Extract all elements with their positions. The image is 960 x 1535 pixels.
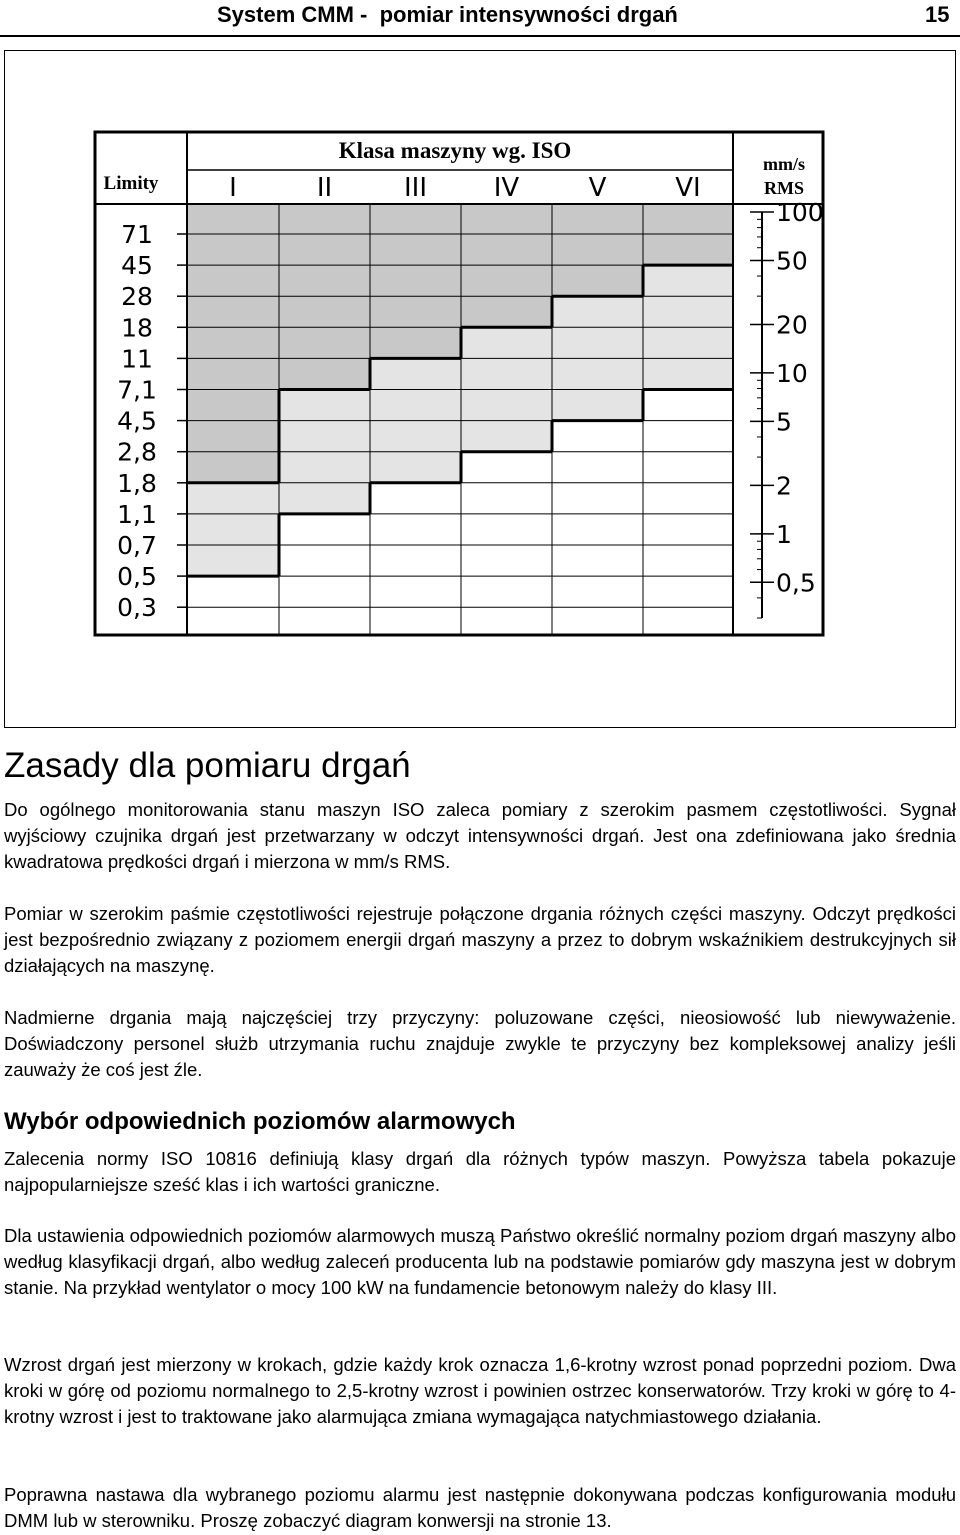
zone-cell	[279, 358, 370, 389]
zone-cell	[552, 452, 643, 483]
zone-cell	[370, 483, 461, 514]
zone-cell	[643, 296, 733, 327]
zone-cell	[552, 234, 643, 265]
zone-cell	[643, 390, 733, 421]
paragraph: Do ogólnego monitorowania stanu maszyn ISO zaleca pomiary z szerokim pasmem częstotliwości. Sygnał wyjściowy czujnika drgań jest przetwarzany w odczyt intensywności drgań. Jest ona zdefiniowana jako średnia kwadratowa prędkości drgań i mierzona w mm/s RMS.	[4, 799, 956, 872]
limit-label: 11	[121, 344, 153, 374]
zone-cell	[552, 265, 643, 296]
limit-label: 0,7	[117, 531, 157, 560]
zone-cell	[187, 296, 279, 327]
zone-cell	[279, 607, 370, 635]
zone-cell	[552, 576, 643, 607]
zone-cell	[370, 234, 461, 265]
zone-cell	[552, 483, 643, 514]
zone-cell	[461, 390, 552, 421]
zone-cell	[461, 204, 552, 234]
zone-cell	[461, 607, 552, 635]
limit-label: 71	[121, 220, 153, 249]
zone-cell	[461, 234, 552, 265]
log-scale	[750, 198, 824, 618]
zone-cell	[187, 421, 279, 452]
limit-label: 2,8	[117, 437, 157, 467]
class-label: III	[403, 173, 428, 203]
limit-label: 0,3	[117, 593, 157, 623]
zone-cell	[643, 545, 733, 576]
zone-cell	[461, 358, 552, 389]
zone-cell	[279, 265, 370, 296]
zone-cell	[552, 390, 643, 421]
zone-cell	[187, 576, 279, 607]
limit-label: 7,1	[117, 375, 157, 405]
class-label: VI	[675, 173, 701, 203]
zone-cell	[187, 545, 279, 576]
limit-label: 1,8	[117, 468, 157, 498]
zone-cell	[461, 421, 552, 452]
zone-cell	[279, 234, 370, 265]
limit-labels	[117, 220, 157, 622]
zone-cell	[461, 452, 552, 483]
zone-cell	[187, 514, 279, 545]
header-title: System CMM - pomiar intensywności drgań	[217, 2, 678, 27]
zone-cell	[461, 483, 552, 514]
unit-label-line2: RMS	[764, 178, 804, 198]
paragraph: Nadmierne drgania mają najczęściej trzy przyczyny: poluzowane części, nieosiowość lub niewyważenie. Doświadczony personel służb utrzymania ruchu znajduje zwykle te przyczyny bez kompleksowej analizy jeśli zauważy że coś jest źle.	[4, 1007, 956, 1080]
zone-cell	[370, 296, 461, 327]
scale-label: 2	[776, 471, 792, 501]
zone-cell	[370, 204, 461, 234]
paragraph: Poprawna nastawa dla wybranego poziomu alarmu jest następnie dokonywana podczas konfigurowania modułu DMM lub w sterowniku. Proszę zobaczyć diagram konwersji na stronie 13.	[4, 1484, 956, 1531]
zone-cell	[187, 452, 279, 483]
zone-cell	[643, 607, 733, 635]
zone-cell	[279, 296, 370, 327]
scale-label: 5	[776, 407, 792, 437]
limit-label: 45	[121, 251, 153, 281]
limit-label: 28	[121, 282, 153, 312]
zone-cell	[187, 265, 279, 296]
zone-cell	[643, 514, 733, 545]
scale-label: 0,5	[776, 568, 816, 598]
class-label: V	[588, 173, 607, 203]
zone-cell	[461, 576, 552, 607]
zone-cell	[552, 204, 643, 234]
zone-cell	[643, 265, 733, 296]
limit-label: 4,5	[117, 406, 157, 436]
zone-cell	[370, 545, 461, 576]
class-labels	[229, 173, 701, 203]
zone-cell	[187, 358, 279, 389]
zone-cell	[370, 452, 461, 483]
scale-label: 20	[776, 310, 808, 340]
zone-cell	[552, 514, 643, 545]
class-label: II	[316, 173, 333, 203]
zone-cell	[552, 607, 643, 635]
scale-label: 10	[776, 358, 808, 388]
section-heading-alarms: Wybór odpowiednich poziomów alarmowych	[4, 1108, 516, 1135]
zone-cell	[187, 483, 279, 514]
limit-label: 18	[121, 313, 153, 343]
limit-ticks	[177, 234, 187, 607]
iso-class-chart	[0, 0, 960, 730]
zone-cell	[552, 358, 643, 389]
zone-cell	[279, 545, 370, 576]
zone-cell	[187, 390, 279, 421]
zone-cell	[187, 234, 279, 265]
zone-cell	[552, 327, 643, 358]
page-number: 15	[925, 2, 950, 27]
zone-cell	[370, 514, 461, 545]
zone-cell	[552, 296, 643, 327]
zone-cell	[279, 390, 370, 421]
limit-label: 0,5	[117, 562, 157, 592]
zone-cell	[643, 483, 733, 514]
zone-cell	[370, 265, 461, 296]
zone-cell	[279, 576, 370, 607]
limits-label: Limity	[103, 173, 159, 194]
zone-cell	[370, 576, 461, 607]
zone-cell	[461, 545, 552, 576]
zone-cell	[279, 421, 370, 452]
zone-cell	[552, 421, 643, 452]
zone-cell	[461, 296, 552, 327]
scale-label: 100	[776, 198, 824, 227]
zone-cell	[370, 327, 461, 358]
zone-cell	[370, 358, 461, 389]
limit-label: 1,1	[117, 499, 157, 529]
zone-cell	[643, 358, 733, 389]
scale-label: 50	[776, 246, 808, 276]
paragraph: Dla ustawienia odpowiednich poziomów alarmowych muszą Państwo określić normalny poziom drgań maszyny albo według klasyfikacji drgań, albo według zaleceń producenta lub na podstawie pomiarów gdy maszyna jest w dobrym stanie. Na przykład wentylator o mocy 100 kW na fundamencie betonowym należy do klasy III.	[4, 1225, 956, 1298]
scale-label: 1	[776, 519, 792, 549]
zone-cell	[279, 514, 370, 545]
class-label: I	[229, 173, 237, 203]
zone-cell	[187, 607, 279, 635]
paragraph: Wzrost drgań jest mierzony w krokach, gdzie każdy krok oznacza 1,6-krotny wzrost ponad poprzedni poziom. Dwa kroki w górę od poziomu normalnego to 2,5-krotny wzrost i powinien ostrzec konserwatorów. Trzy kroki w górę to 4-krotny wzrost i jest to traktowane jako alarmująca zmiana wymagająca natychmiastowego działania.	[4, 1354, 956, 1427]
zone-cell	[643, 204, 733, 234]
zone-grid	[187, 204, 733, 635]
zone-cell	[370, 421, 461, 452]
zone-cell	[187, 327, 279, 358]
class-label: IV	[493, 173, 520, 203]
zone-cell	[643, 576, 733, 607]
zone-cell	[643, 234, 733, 265]
zone-cell	[370, 390, 461, 421]
section-heading-measurement: Zasady dla pomiaru drgań	[4, 746, 411, 785]
zone-cell	[187, 204, 279, 234]
zone-cell	[461, 514, 552, 545]
zone-cell	[643, 452, 733, 483]
zone-cell	[279, 204, 370, 234]
zone-cell	[643, 327, 733, 358]
zone-cell	[279, 327, 370, 358]
unit-label-line1: mm/s	[763, 154, 805, 174]
zone-cell	[461, 327, 552, 358]
paragraph: Pomiar w szerokim paśmie częstotliwości rejestruje połączone drgania różnych części maszyny. Odczyt prędkości jest bezpośrednio związany z poziomem energii drgań maszyny a przez to dobrym wskaźnikiem destrukcyjnych sił działających na maszynę.	[4, 903, 956, 976]
zone-cell	[643, 421, 733, 452]
paragraph: Zalecenia normy ISO 10816 definiują klasy drgań dla różnych typów maszyn. Powyższa tabela pokazuje najpopularniejsze sześć klas i ich wartości graniczne.	[4, 1148, 956, 1195]
class-title: Klasa maszyny wg. ISO	[338, 138, 572, 163]
zone-cell	[461, 265, 552, 296]
zone-cell	[279, 452, 370, 483]
zone-cell	[370, 607, 461, 635]
zone-cell	[279, 483, 370, 514]
zone-cell	[552, 545, 643, 576]
